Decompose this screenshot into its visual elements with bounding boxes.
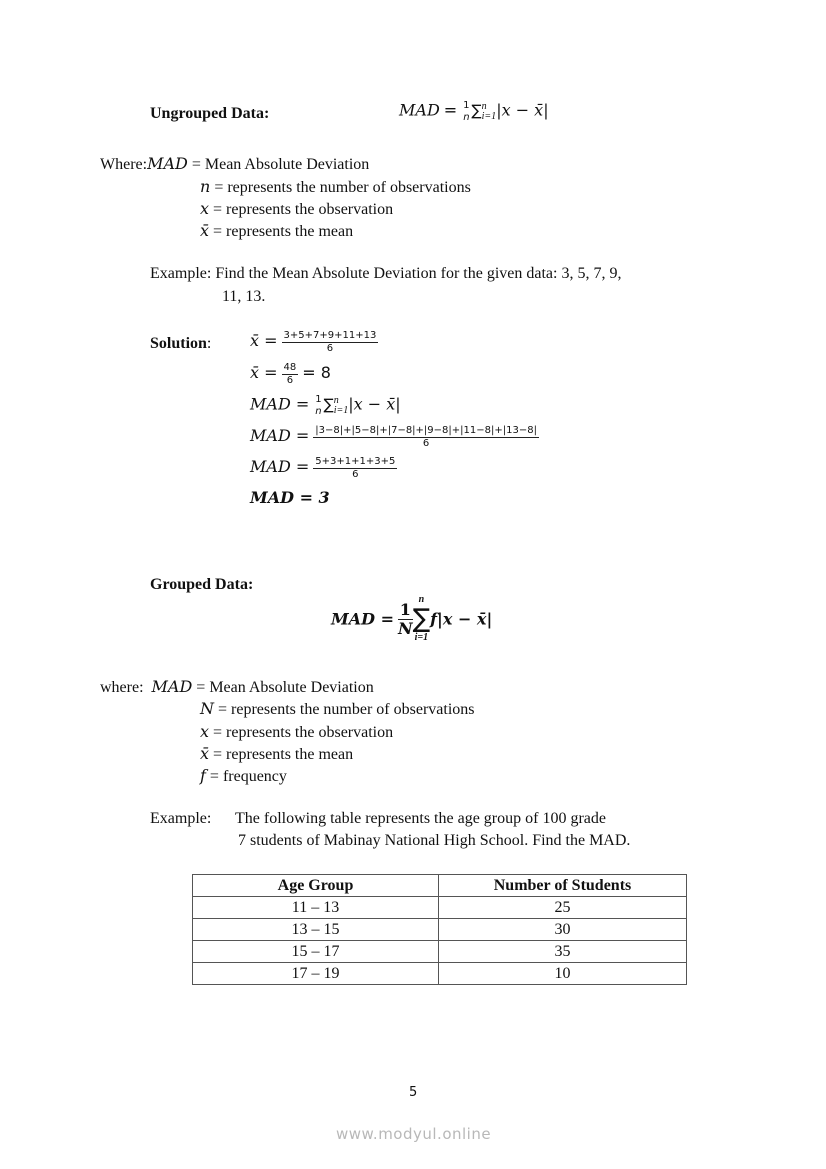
- solution-step: [250, 330, 378, 355]
- step-denominator: 6: [326, 343, 334, 354]
- sum-lower: i=1: [414, 632, 429, 643]
- student-count-cell: 10: [439, 963, 687, 985]
- definition-line: [200, 722, 393, 742]
- def-symbol: MAD: [147, 154, 188, 173]
- column-header: Number of Students: [439, 875, 687, 897]
- example-text: Find the Mean Absolute Deviation for the given data: 3, 5, 7, 9,: [215, 265, 622, 282]
- where-label: Where:: [100, 156, 148, 173]
- formula-fraction: [398, 601, 413, 638]
- step-fraction: [313, 456, 397, 481]
- def-symbol: MAD: [151, 677, 193, 696]
- table-row: [193, 941, 687, 963]
- step-lhs: MAD =: [250, 426, 310, 446]
- step-numerator: 48: [283, 362, 297, 373]
- age-group-cell: 15 – 17: [193, 941, 439, 963]
- example-label: Example:: [150, 265, 212, 282]
- step-fraction: [282, 362, 299, 387]
- sum-symbol: ∑: [471, 101, 482, 120]
- step-denominator: n: [315, 406, 322, 417]
- page-number: 5: [409, 1085, 418, 1100]
- formula-lhs: MAD =: [331, 609, 394, 629]
- student-count-cell: 30: [439, 919, 687, 941]
- age-group-cell: 13 – 15: [193, 919, 439, 941]
- solution-label: Solution: [150, 335, 207, 352]
- watermark: www.modyul.online: [336, 1125, 492, 1143]
- age-group-table: [192, 874, 687, 985]
- example-line-2: 11, 13.: [222, 288, 266, 305]
- sum-lower: i=1: [333, 405, 349, 416]
- fraction-numerator: 1: [463, 100, 470, 111]
- definition-line: [200, 221, 353, 241]
- definition-line: [200, 766, 287, 786]
- table-header-row: [193, 875, 687, 897]
- step-lhs: x̄ =: [250, 331, 278, 351]
- formula-body: f|x − x̄|: [430, 609, 493, 629]
- step-numerator: 3+5+7+9+11+13: [283, 330, 377, 341]
- example-label: Example:: [150, 810, 212, 827]
- table-row: [193, 963, 687, 985]
- definition-line: [200, 699, 475, 719]
- definition-line: [200, 177, 471, 197]
- ungrouped-heading: Ungrouped Data:: [150, 105, 270, 122]
- solution-step: [250, 456, 397, 481]
- example-line-1: The following table represents the age group of 100 grade: [235, 810, 606, 827]
- step-tail: = 8: [302, 363, 331, 383]
- sum-upper: n: [418, 594, 425, 605]
- where-line-1: [100, 677, 374, 697]
- step-body: |x − x̄|: [348, 394, 401, 414]
- example-line-2: 7 students of Mabinay National High School. Find the MAD.: [238, 832, 631, 849]
- def-text: = represents the observation: [209, 201, 394, 218]
- where-label: where:: [100, 679, 144, 696]
- step-lhs: MAD =: [250, 457, 310, 477]
- def-text: = Mean Absolute Deviation: [192, 679, 374, 696]
- student-count-cell: 25: [439, 897, 687, 919]
- sum-symbol: ∑: [323, 395, 334, 414]
- def-text: = represents the observation: [209, 724, 394, 741]
- solution-step: [250, 425, 539, 450]
- step-numerator: 1: [315, 394, 322, 405]
- def-symbol: x̄: [200, 744, 210, 763]
- sum-limits: [334, 396, 349, 416]
- grouped-heading: Grouped Data:: [150, 576, 254, 593]
- step-denominator: 6: [352, 469, 359, 480]
- def-text: = represents the mean: [209, 223, 354, 240]
- def-symbol: x: [200, 199, 210, 218]
- solution-step: [250, 394, 401, 418]
- sum-symbol: ∑: [412, 604, 431, 634]
- definition-line: [200, 744, 353, 764]
- step-fraction: [313, 425, 539, 450]
- def-text: = represents the number of observations: [214, 701, 475, 718]
- step-lhs: x̄ =: [250, 363, 278, 383]
- grouped-formula: [331, 594, 492, 644]
- def-text: = represents the number of observations: [210, 179, 471, 196]
- def-symbol: x̄: [200, 221, 210, 240]
- fraction-numerator: 1: [399, 599, 411, 619]
- ungrouped-formula: [399, 100, 549, 124]
- sum-block: [413, 594, 431, 644]
- step-lhs: MAD =: [250, 394, 310, 414]
- def-symbol: f: [200, 766, 206, 785]
- fraction-denominator: n: [463, 112, 470, 123]
- formula-body: |x − x̄|: [496, 100, 549, 120]
- def-symbol: x: [200, 722, 210, 741]
- step-fraction: [282, 330, 379, 355]
- sum-lower: i=1: [481, 111, 497, 122]
- step-numerator: |3−8|+|5−8|+|7−8|+|9−8|+|11−8|+|13−8|: [315, 425, 537, 436]
- sum-upper: n: [333, 395, 339, 406]
- formula-lhs: MAD: [399, 100, 440, 120]
- def-text: = frequency: [205, 768, 287, 785]
- definition-line: [200, 199, 393, 219]
- def-text: = represents the mean: [209, 746, 354, 763]
- solution-result: MAD = 3: [250, 488, 330, 507]
- solution-label-wrap: [150, 335, 211, 353]
- where-line-1: [100, 154, 369, 174]
- def-symbol: N: [200, 699, 214, 718]
- solution-step: [250, 362, 331, 387]
- column-header: Age Group: [193, 875, 439, 897]
- student-count-cell: 35: [439, 941, 687, 963]
- formula-eq: =: [443, 100, 458, 120]
- step-denominator: 6: [422, 438, 430, 449]
- solution-colon: :: [206, 335, 212, 352]
- example-line-1: [150, 265, 621, 283]
- step-numerator: 5+3+1+1+3+5: [315, 456, 396, 467]
- sum-limits: [482, 102, 497, 122]
- formula-fraction: [461, 100, 471, 124]
- def-symbol: n: [200, 177, 211, 196]
- step-fraction: [313, 394, 323, 418]
- age-group-cell: 17 – 19: [193, 963, 439, 985]
- def-text: = Mean Absolute Deviation: [187, 156, 370, 173]
- fraction-denominator: N: [397, 618, 413, 638]
- sum-upper: n: [481, 101, 487, 112]
- step-denominator: 6: [286, 375, 294, 386]
- table-row: [193, 897, 687, 919]
- age-group-cell: 11 – 13: [193, 897, 439, 919]
- table-row: [193, 919, 687, 941]
